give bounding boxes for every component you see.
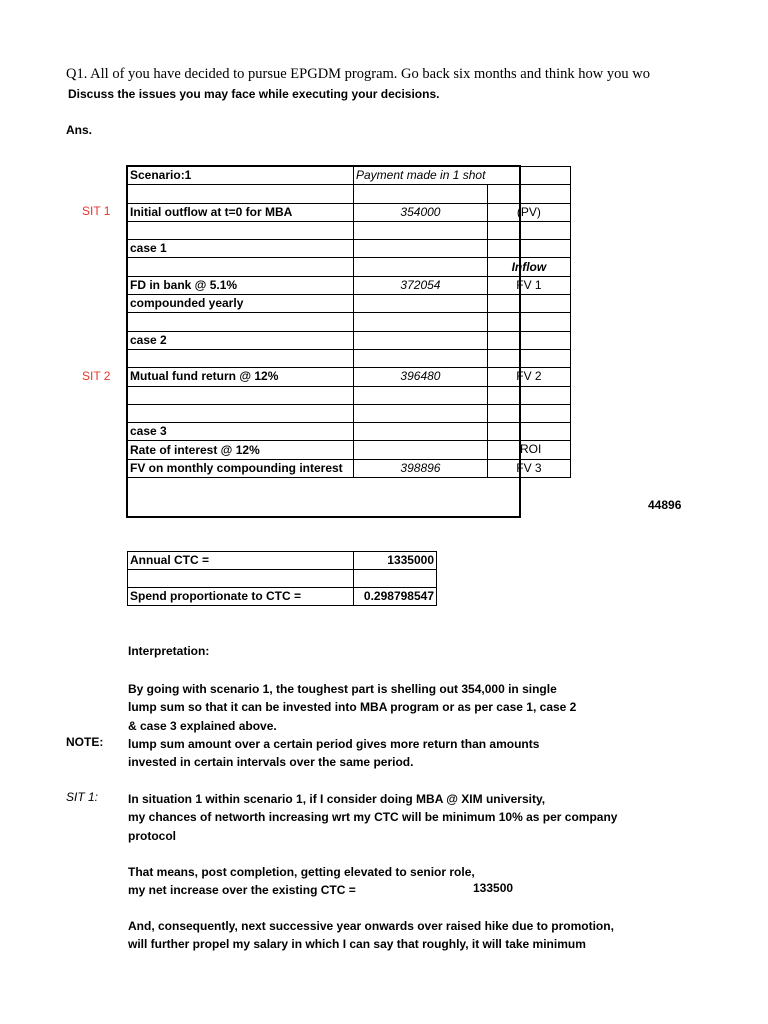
text-line: By going with scenario 1, the toughest part is shelling out 354,000 in single bbox=[128, 682, 557, 696]
table-cell bbox=[487, 167, 570, 185]
table-cell: Scenario:1 bbox=[128, 167, 354, 185]
table-row bbox=[128, 349, 571, 367]
table-cell bbox=[354, 240, 488, 258]
table-cell bbox=[487, 221, 570, 239]
table-cell bbox=[354, 441, 488, 459]
text-line: will further propel my salary in which I can say that roughly, it will take minimum bbox=[128, 937, 586, 952]
table-cell: Payment made in 1 shot bbox=[354, 167, 488, 185]
text-line: That means, post completion, getting elevated to senior role, bbox=[128, 865, 475, 879]
table-cell: 1335000 bbox=[354, 552, 437, 570]
table-cell bbox=[128, 349, 354, 367]
sit2-label: SIT 2 bbox=[82, 369, 111, 383]
table-cell bbox=[354, 331, 488, 349]
table-row bbox=[128, 386, 571, 404]
table-row bbox=[128, 313, 571, 331]
table-row bbox=[128, 404, 571, 422]
table-cell: Mutual fund return @ 12% bbox=[128, 368, 354, 386]
table-cell bbox=[487, 404, 570, 422]
roi-value: 44896 bbox=[648, 498, 682, 512]
table-row bbox=[128, 295, 571, 313]
table-cell bbox=[354, 423, 488, 441]
table-cell: compounded yearly bbox=[128, 295, 354, 313]
table-cell: case 3 bbox=[128, 423, 354, 441]
table-cell: 372054 bbox=[354, 276, 488, 294]
table-cell: Annual CTC = bbox=[128, 552, 354, 570]
text-line: protocol bbox=[128, 828, 176, 843]
table-row bbox=[128, 167, 571, 185]
table-cell bbox=[487, 441, 570, 459]
table-cell: 396480 bbox=[354, 368, 488, 386]
roi-label: ROI bbox=[520, 442, 542, 456]
table-row bbox=[128, 423, 571, 441]
table-row bbox=[128, 203, 571, 221]
table-cell: 398896 bbox=[354, 459, 488, 477]
table-cell bbox=[354, 295, 488, 313]
text-line: invested in certain intervals over the same period. bbox=[128, 755, 414, 770]
table-cell bbox=[128, 386, 354, 404]
table-cell: FD in bank @ 5.1% bbox=[128, 276, 354, 294]
table-cell: Initial outflow at t=0 for MBA bbox=[128, 203, 354, 221]
interpretation-para4 bbox=[128, 917, 614, 954]
table-cell bbox=[354, 386, 488, 404]
table-cell bbox=[128, 258, 354, 276]
table-cell: FV 3 bbox=[487, 459, 570, 477]
table-cell bbox=[487, 423, 570, 441]
table-cell bbox=[354, 258, 488, 276]
table-cell: Spend proportionate to CTC = bbox=[128, 588, 354, 606]
table-cell bbox=[487, 240, 570, 258]
table-cell bbox=[487, 313, 570, 331]
interpretation-para3 bbox=[128, 863, 475, 900]
table-cell bbox=[487, 349, 570, 367]
interpretation-para2 bbox=[128, 790, 617, 845]
ctc-table bbox=[127, 551, 437, 606]
table-cell bbox=[128, 185, 354, 203]
table-row bbox=[128, 588, 437, 606]
scenario-table bbox=[127, 166, 571, 478]
discuss-instruction: Discuss the issues you may face while executing your decisions. bbox=[68, 87, 440, 101]
table-row bbox=[128, 368, 571, 386]
table-cell: 354000 bbox=[354, 203, 488, 221]
table-cell: Rate of interest @ 12% bbox=[128, 441, 354, 459]
table-cell bbox=[354, 185, 488, 203]
sit1-label: SIT 1 bbox=[82, 204, 111, 218]
table-cell bbox=[354, 313, 488, 331]
table-row bbox=[128, 221, 571, 239]
table-cell: FV 1 bbox=[487, 276, 570, 294]
table-cell bbox=[487, 185, 570, 203]
table-cell bbox=[128, 404, 354, 422]
interpretation-para1 bbox=[128, 680, 576, 771]
table-row bbox=[128, 570, 437, 588]
table-row bbox=[128, 185, 571, 203]
table-cell: case 1 bbox=[128, 240, 354, 258]
table-row bbox=[128, 258, 571, 276]
table-row bbox=[128, 459, 571, 477]
text-line: lump sum amount over a certain period gives more return than amounts bbox=[128, 736, 540, 751]
table-cell bbox=[354, 570, 437, 588]
text-line: lump sum so that it can be invested into MBA program or as per case 1, case 2 bbox=[128, 700, 577, 715]
table-cell bbox=[354, 349, 488, 367]
table-cell bbox=[487, 331, 570, 349]
table-cell: FV on monthly compounding interest bbox=[128, 459, 354, 477]
table-row bbox=[128, 441, 571, 459]
table-row bbox=[128, 240, 571, 258]
table-cell bbox=[128, 313, 354, 331]
table-row bbox=[128, 276, 571, 294]
table-cell: (PV) bbox=[487, 203, 570, 221]
text-line: In situation 1 within scenario 1, if I consider doing MBA @ XIM university, bbox=[128, 792, 546, 806]
text-line: & case 3 explained above. bbox=[128, 718, 277, 733]
table-cell: Inflow bbox=[487, 258, 570, 276]
table-cell: 0.298798547 bbox=[354, 588, 437, 606]
answer-label: Ans. bbox=[66, 123, 93, 137]
table-row bbox=[128, 331, 571, 349]
table-cell bbox=[487, 295, 570, 313]
question-text: Q1. All of you have decided to pursue EPGDM program. Go back six months and think how you wo bbox=[66, 66, 650, 82]
note-label: NOTE: bbox=[66, 735, 104, 749]
net-increase-value: 133500 bbox=[473, 881, 514, 895]
table-cell bbox=[128, 570, 354, 588]
table-cell bbox=[128, 221, 354, 239]
table-cell bbox=[354, 404, 488, 422]
table-cell bbox=[487, 386, 570, 404]
sit1-italic-label: SIT 1: bbox=[66, 790, 99, 804]
text-line: And, consequently, next successive year onwards over raised hike due to promotion, bbox=[128, 919, 614, 933]
text-line: my chances of networth increasing wrt my CTC will be minimum 10% as per company bbox=[128, 810, 618, 825]
table-cell: case 2 bbox=[128, 331, 354, 349]
table-cell: FV 2 bbox=[487, 368, 570, 386]
table-row bbox=[128, 552, 437, 570]
text-line: my net increase over the existing CTC = bbox=[128, 883, 356, 898]
table-cell bbox=[354, 221, 488, 239]
interpretation-heading: Interpretation: bbox=[128, 644, 210, 658]
